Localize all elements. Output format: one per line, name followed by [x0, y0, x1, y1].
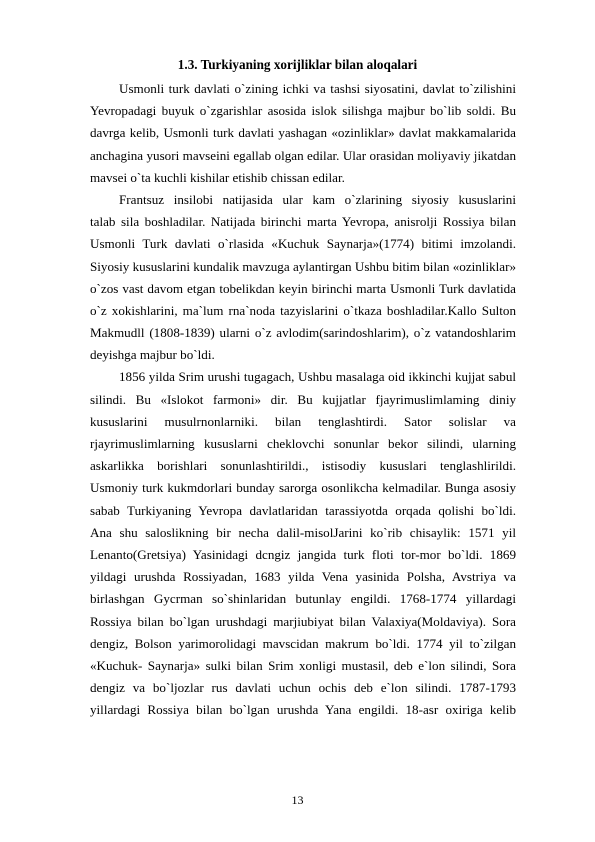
text-line: Usmonli turk davlati o`zining ichki va tashsi siyosatini, davlat to`zilishini [119, 81, 516, 96]
text-line: Lenanto(Gretsiya) Yasinidagi dcngiz jangida turk floti tor-mor bo`ldi. 1869 [90, 546, 516, 562]
text-line: Rossiya bilan bo`lgan urushdagi marjiubiyat bilan Valaxiya(Moldaviya). Sora [90, 613, 516, 629]
text-line: yildagi urushda Rossiyadan, 1683 yilda Vena yasinida Polsha, Avstriya va [90, 569, 516, 585]
text-line: deyishga majbur bo`ldi. [90, 347, 215, 363]
text-line: rjayrimuslimlarning kususlarni cheklovchi sonunlar bekor silindi, ularning [90, 436, 516, 451]
text-line: Makmudll (1808-1839) ularni o`z avlodim(sarindoshlarim), o`z vatandoshlarim [90, 325, 516, 341]
text-line: 1856 yilda Srim urushi tugagach, Ushbu masalaga oid ikkinchi kujjat sabul [119, 369, 516, 385]
text-line: Frantsuz insilobi natijasida ular kam o`zlarining siyosiy kususlarini [119, 191, 516, 207]
text-line: Yevropadagi buyuk o`zgarishlar asosida islok silishga majbur bo`lib soldi. Bu [90, 103, 516, 119]
text-line: «Kuchuk- Saynarja» sulki bilan Srim xonligi mustasil, deb e`lon silindi, Sora [90, 657, 516, 673]
text-line: sabab Turkiyaning Yevropa davlatlaridan tarassiyotda orqada qolishi bo`ldi. [90, 502, 516, 518]
text-line: talab sila boshladilar. Natijada birinchi marta Yevropa, anisrolji Rossiya bilan [90, 214, 516, 230]
text-line: askarlikka borishlari sonunlashtirildi., istisodiy kususlari tenglashlirildi. [90, 458, 516, 474]
text-line: birlashgan Gycrman so`shinlaridan butunlay engildi. 1768-1774 yillardagi [90, 591, 516, 607]
text-line: Usmonli Turk davlati o`rlasida «Kuchuk Saynarja»(1774) bitimi imzolandi. [90, 236, 516, 252]
text-line: yillardagi Rossiya bilan bo`lgan urushda Yana engildi. 18-asr oxiriga kelib [90, 702, 516, 718]
text-line: kususlarini musulrnonlarniki. bilan tenglashtirdi. Sator solislar va [90, 413, 516, 429]
text-line: o`zos vast davom etgan tobelikdan keyin birinchi marta Usmonli Turk davlatida [90, 280, 516, 296]
text-line: Siyosiy kususlarini kundalik mavzuga aylantirgan Ushbu bitim bilan «ozinliklar» [90, 258, 516, 274]
text-line: o`z xokishlarini, ma`lum rna`noda tazyislarini o`tkaza boshladilar.Kallo Sulton [90, 302, 516, 318]
section-heading: 1.3. Turkiyaning xorijliklar bilan aloqalari [177, 57, 418, 72]
text-line: dengiz, Bolson yarimorolidagi mavscidan makrum bo`ldi. 1774 yil to`zilgan [90, 635, 516, 651]
text-line: dengiz va bo`ljozlar rus davlati uchun ochis deb e`lon silindi. 1787-1793 [90, 680, 516, 696]
text-line: anchagina yusori mavseini egallab olgan edilar. Ular orasidan moliyaviy jikatdan [90, 147, 516, 163]
text-line: Ana shu saloslikning bir necha dalil-misolJarini ko`rib chisaylik: 1571 yil [90, 524, 516, 540]
text-line: mavsei o`ta kuchli kishilar etishib chissan edilar. [90, 169, 345, 185]
page-number: 13 [291, 793, 304, 807]
text-line: davrga kelib, Usmonli turk davlati yashagan «ozinliklar» davlat makkamalarida [90, 125, 516, 141]
text-line: silindi. Bu «Islokot farmoni» dir. Bu kujjatlar fjayrimuslimlaming diniy [90, 391, 516, 407]
text-line: Usmoniy turk kukmdorlari bunday sarorga osonlikcha kelmadilar. Bunga asosiy [90, 480, 516, 496]
body-text [90, 78, 516, 721]
